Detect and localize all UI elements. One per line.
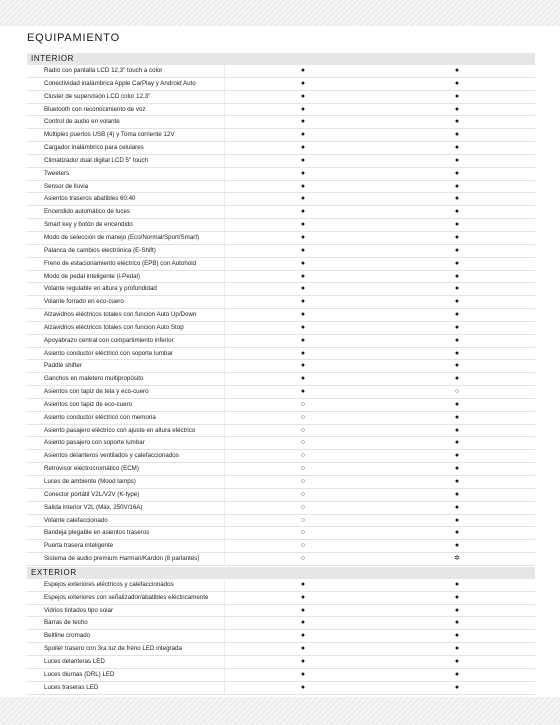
version-2-availability: ●	[454, 79, 460, 87]
version-1-availability: ●	[300, 683, 306, 691]
table-row	[27, 592, 535, 605]
version-2-availability: ●	[454, 670, 460, 678]
column-divider	[224, 245, 225, 257]
version-1-availability: ●	[300, 79, 306, 87]
feature-label: Asientos con tapiz de tela y eco-cuero	[44, 388, 149, 396]
version-1-availability: ○	[300, 542, 306, 550]
feature-label: Asientos delanteros ventilados y calefaccionados	[44, 452, 179, 460]
version-2-availability: ●	[454, 195, 460, 203]
feature-label: Freno de estacionamiento eléctrico (EPB) con Autohold	[44, 259, 197, 267]
feature-label: Bandeja plegable en asientos traseros	[44, 529, 150, 537]
version-1-availability: ●	[300, 131, 306, 139]
version-2-availability: ●	[454, 645, 460, 653]
version-1-availability: ●	[300, 246, 306, 254]
table-row	[27, 360, 535, 373]
feature-label: Asientos con tapiz de eco-cuero	[44, 400, 133, 408]
feature-label: Radio con pantalla LCD 12,3" touch a color	[44, 67, 163, 74]
table-row	[27, 540, 535, 553]
table-row	[27, 669, 535, 682]
feature-label: Alzavidrios eléctricos totales con funcion Auto Up/Down	[44, 311, 197, 319]
column-divider	[224, 271, 225, 283]
top-pattern-band	[0, 0, 560, 26]
version-2-availability: ●	[454, 272, 460, 280]
version-1-availability: ●	[300, 362, 306, 370]
feature-label: Ganchos en maletero multipropósito	[44, 375, 144, 383]
column-divider	[224, 540, 225, 552]
feature-label: Luces de ambiente (Mood lamps)	[44, 478, 136, 485]
table-row	[27, 437, 535, 450]
version-2-availability: ●	[454, 144, 460, 152]
feature-label: Modo de selección de manejo (Eco/Normal/Sport/Smart)	[44, 233, 200, 241]
table-row	[27, 425, 535, 438]
column-divider	[224, 91, 225, 103]
column-divider	[224, 553, 225, 565]
feature-label: Retrovisor electrocromático (ECM)	[44, 465, 139, 473]
version-1-availability: ●	[300, 169, 306, 177]
column-divider	[224, 386, 225, 398]
feature-label: Conectividad inalámbrica Apple CarPlay y Android Auto	[44, 79, 196, 87]
version-2-availability: ●	[454, 632, 460, 640]
section-header: EXTERIOR	[27, 567, 535, 579]
table-row	[27, 104, 535, 117]
version-1-availability: ●	[300, 156, 306, 164]
feature-label: Climatizador dual digital LCD 5" touch	[44, 156, 148, 164]
feature-label: Spoiler trasero con 3ra luz de freno LED integrada	[44, 645, 182, 653]
table-row	[27, 181, 535, 194]
table-row	[27, 335, 535, 348]
table-row	[27, 142, 535, 155]
column-divider	[224, 630, 225, 642]
version-2-availability: ●	[454, 246, 460, 254]
version-1-availability: ●	[300, 323, 306, 331]
column-divider	[224, 412, 225, 424]
table-row	[27, 78, 535, 91]
version-1-availability: ●	[300, 221, 306, 229]
version-1-availability: ●	[300, 580, 306, 588]
table-row	[27, 65, 535, 78]
version-1-availability: ●	[300, 208, 306, 216]
table-row	[27, 271, 535, 284]
feature-label: Luces diurnas (DRL) LED	[44, 670, 115, 678]
version-2-availability: ●	[454, 285, 460, 293]
table-row	[27, 322, 535, 335]
table-row	[27, 463, 535, 476]
version-2-availability: ●	[454, 105, 460, 113]
version-2-availability: ●	[454, 465, 460, 473]
table-row	[27, 412, 535, 425]
feature-label: Asiento conductor eléctrico con memoria	[44, 413, 156, 421]
column-divider	[224, 579, 225, 591]
column-divider	[224, 437, 225, 449]
version-2-availability: ●	[454, 503, 460, 511]
feature-label: Tweeters	[44, 169, 70, 177]
version-2-availability: ●	[454, 375, 460, 383]
version-1-availability: ○	[300, 516, 306, 524]
feature-label: Paddle shifter	[44, 362, 82, 370]
table-row	[27, 309, 535, 322]
feature-label: Control de audio en volante	[44, 118, 120, 126]
version-2-availability: ●	[454, 221, 460, 229]
feature-label: Vidrios tintados tipo solar	[44, 606, 114, 614]
column-divider	[224, 181, 225, 193]
version-2-availability: ●	[454, 593, 460, 601]
feature-label: Múltiples puertos USB (4) y Toma corriente 12V	[44, 131, 175, 139]
column-divider	[224, 65, 225, 77]
column-divider	[224, 527, 225, 539]
table-row	[27, 630, 535, 643]
column-divider	[224, 142, 225, 154]
table-row	[27, 579, 535, 592]
version-2-availability: ●	[454, 131, 460, 139]
version-2-availability: ●	[454, 516, 460, 524]
version-2-availability: ●	[454, 452, 460, 460]
version-1-availability: ●	[300, 593, 306, 601]
feature-label: Sensor de lluvia	[44, 182, 89, 190]
column-divider	[224, 617, 225, 629]
version-1-availability: ○	[300, 490, 306, 498]
column-divider	[224, 502, 225, 514]
version-2-availability: ●	[454, 349, 460, 357]
column-divider	[224, 193, 225, 205]
column-divider	[224, 348, 225, 360]
version-1-availability: ●	[300, 349, 306, 357]
version-2-availability: ●	[454, 478, 460, 485]
feature-label: Espejos exteriores eléctricos y calefaccionados	[44, 580, 174, 588]
version-2-availability: ●	[454, 323, 460, 331]
column-divider	[224, 232, 225, 244]
table-row	[27, 116, 535, 129]
version-1-availability: ●	[300, 619, 306, 627]
column-divider	[224, 155, 225, 167]
version-2-availability: ●	[454, 118, 460, 126]
version-2-availability: ●	[454, 413, 460, 421]
version-2-availability: ●	[454, 336, 460, 344]
feature-label: Alzavidrios eléctricos totales con funcion Auto Stop	[44, 323, 184, 331]
feature-label: Barras de techo	[44, 619, 88, 627]
column-divider	[224, 592, 225, 604]
table-row	[27, 450, 535, 463]
feature-label: Bluetooth con reconocimiento de voz	[44, 105, 146, 113]
feature-label: Volante regulable en altura y profundidad	[44, 285, 157, 293]
column-divider	[224, 643, 225, 655]
feature-label: Espejos exteriores con señalizador/abatibles eléctricamente	[44, 593, 209, 601]
version-2-availability: ●	[454, 619, 460, 627]
column-divider	[224, 206, 225, 218]
version-2-availability: ●	[454, 92, 460, 100]
version-2-availability: ●	[454, 426, 460, 434]
equipment-table	[27, 52, 535, 695]
column-divider	[224, 258, 225, 270]
table-row	[27, 527, 535, 540]
feature-label: Asiento pasajero eléctrico con ajuste en altura eléctrico	[44, 426, 196, 434]
table-row	[27, 476, 535, 489]
version-2-availability: ●	[454, 67, 460, 74]
column-divider	[224, 116, 225, 128]
feature-label: Luces traseras LED	[44, 683, 99, 691]
version-2-availability: ●	[454, 311, 460, 319]
table-row	[27, 386, 535, 399]
version-1-availability: ●	[300, 105, 306, 113]
feature-label: Beltline cromado	[44, 632, 91, 640]
version-1-availability: ○	[300, 452, 306, 460]
feature-label: Puerta trasera inteligente	[44, 542, 114, 550]
version-2-availability: ○	[454, 388, 460, 396]
version-1-availability: ○	[300, 400, 306, 408]
version-1-availability: ●	[300, 118, 306, 126]
table-row	[27, 206, 535, 219]
column-divider	[224, 515, 225, 527]
version-2-availability: ●	[454, 298, 460, 306]
version-1-availability: ●	[300, 298, 306, 306]
table-row	[27, 232, 535, 245]
column-divider	[224, 296, 225, 308]
version-1-availability: ○	[300, 426, 306, 434]
version-1-availability: ○	[300, 465, 306, 473]
section-header: INTERIOR	[27, 53, 535, 65]
table-row	[27, 617, 535, 630]
version-1-availability: ●	[300, 632, 306, 640]
table-row	[27, 643, 535, 656]
version-1-availability: ●	[300, 285, 306, 293]
version-2-availability: ●	[454, 182, 460, 190]
column-divider	[224, 309, 225, 321]
table-row	[27, 245, 535, 258]
column-divider	[224, 78, 225, 90]
column-divider	[224, 219, 225, 231]
column-divider	[224, 682, 225, 694]
version-2-availability: ●	[454, 400, 460, 408]
column-divider	[224, 605, 225, 617]
version-1-availability: ●	[300, 272, 306, 280]
version-1-availability: ●	[300, 311, 306, 319]
version-2-availability: ●	[454, 259, 460, 267]
table-row	[27, 258, 535, 271]
version-1-availability: ●	[300, 259, 306, 267]
column-divider	[224, 450, 225, 462]
version-1-availability: ●	[300, 657, 306, 665]
version-2-availability: ●	[454, 439, 460, 447]
version-1-availability: ●	[300, 195, 306, 203]
version-1-availability: ●	[300, 336, 306, 344]
bottom-pattern-band	[0, 697, 560, 725]
feature-label: Cargador inalámbrico para celulares	[44, 144, 144, 152]
column-divider	[224, 463, 225, 475]
version-1-availability: ●	[300, 606, 306, 614]
version-2-availability: ●	[454, 606, 460, 614]
table-row	[27, 296, 535, 309]
feature-label: Palanca de cambios electrónica (E-Shift)	[44, 246, 156, 254]
column-divider	[224, 489, 225, 501]
column-divider	[224, 322, 225, 334]
version-1-availability: ○	[300, 555, 306, 563]
version-2-availability: ●	[454, 208, 460, 216]
feature-label: Volante forrado en eco-cuero	[44, 298, 124, 306]
table-row	[27, 489, 535, 502]
column-divider	[224, 335, 225, 347]
feature-label: Salida interior V2L (Máx. 250V/16A)	[44, 503, 143, 511]
feature-label: Smart key y botón de encendido	[44, 221, 133, 229]
feature-label: Modo de pedal inteligente (i-Pedal)	[44, 272, 140, 280]
table-row	[27, 348, 535, 361]
version-1-availability: ●	[300, 92, 306, 100]
table-row	[27, 219, 535, 232]
version-2-availability: ●	[454, 529, 460, 537]
feature-label: Volante calefaccionado	[44, 516, 108, 524]
table-row	[27, 193, 535, 206]
version-1-availability: ●	[300, 182, 306, 190]
version-1-availability: ●	[300, 67, 306, 74]
version-1-availability: ●	[300, 233, 306, 241]
table-row	[27, 129, 535, 142]
version-1-availability: ○	[300, 413, 306, 421]
version-2-availability: ●	[454, 156, 460, 164]
feature-label: Asientos traseros abatibles 60:40	[44, 195, 136, 203]
version-1-availability: ○	[300, 529, 306, 537]
version-2-availability: ●	[454, 683, 460, 691]
column-divider	[224, 104, 225, 116]
table-row	[27, 605, 535, 618]
column-divider	[224, 129, 225, 141]
feature-label: Asiento conductor eléctrico con soporte lumbar	[44, 349, 173, 357]
version-2-availability: ●	[454, 580, 460, 588]
feature-label: Cluster de supervisión LCD color 12,3"	[44, 92, 151, 100]
column-divider	[224, 373, 225, 385]
column-divider	[224, 476, 225, 488]
feature-label: Apoyabrazo central con compartimiento inferior	[44, 336, 174, 344]
version-2-availability: ✲	[454, 555, 460, 563]
version-1-availability: ○	[300, 478, 306, 485]
version-1-availability: ●	[300, 388, 306, 396]
version-1-availability: ○	[300, 439, 306, 447]
version-2-availability: ●	[454, 233, 460, 241]
table-row	[27, 682, 535, 695]
version-2-availability: ●	[454, 542, 460, 550]
table-row	[27, 502, 535, 515]
table-row	[27, 515, 535, 528]
table-row	[27, 168, 535, 181]
version-1-availability: ●	[300, 144, 306, 152]
version-2-availability: ●	[454, 657, 460, 665]
feature-label: Encendido automático de luces	[44, 208, 130, 216]
table-row	[27, 155, 535, 168]
version-1-availability: ●	[300, 670, 306, 678]
feature-label: Conector portátil V2L/V2V (K-type)	[44, 490, 140, 498]
table-row	[27, 553, 535, 566]
column-divider	[224, 656, 225, 668]
version-2-availability: ●	[454, 362, 460, 370]
feature-label: Luces delanteras LED	[44, 657, 105, 665]
feature-label: Asiento pasajero con soporte lumbar	[44, 439, 145, 447]
column-divider	[224, 283, 225, 295]
column-divider	[224, 399, 225, 411]
version-1-availability: ●	[300, 645, 306, 653]
table-row	[27, 656, 535, 669]
column-divider	[224, 669, 225, 681]
table-row	[27, 283, 535, 296]
page-title: EQUIPAMIENTO	[27, 32, 120, 44]
table-row	[27, 373, 535, 386]
column-divider	[224, 360, 225, 372]
table-row	[27, 91, 535, 104]
table-row	[27, 399, 535, 412]
version-2-availability: ●	[454, 490, 460, 498]
version-1-availability: ●	[300, 375, 306, 383]
version-1-availability: ○	[300, 503, 306, 511]
version-2-availability: ●	[454, 169, 460, 177]
column-divider	[224, 168, 225, 180]
feature-label: Sistema de audio premium Harman/Kardon (8 parlantes)	[44, 555, 200, 563]
column-divider	[224, 425, 225, 437]
